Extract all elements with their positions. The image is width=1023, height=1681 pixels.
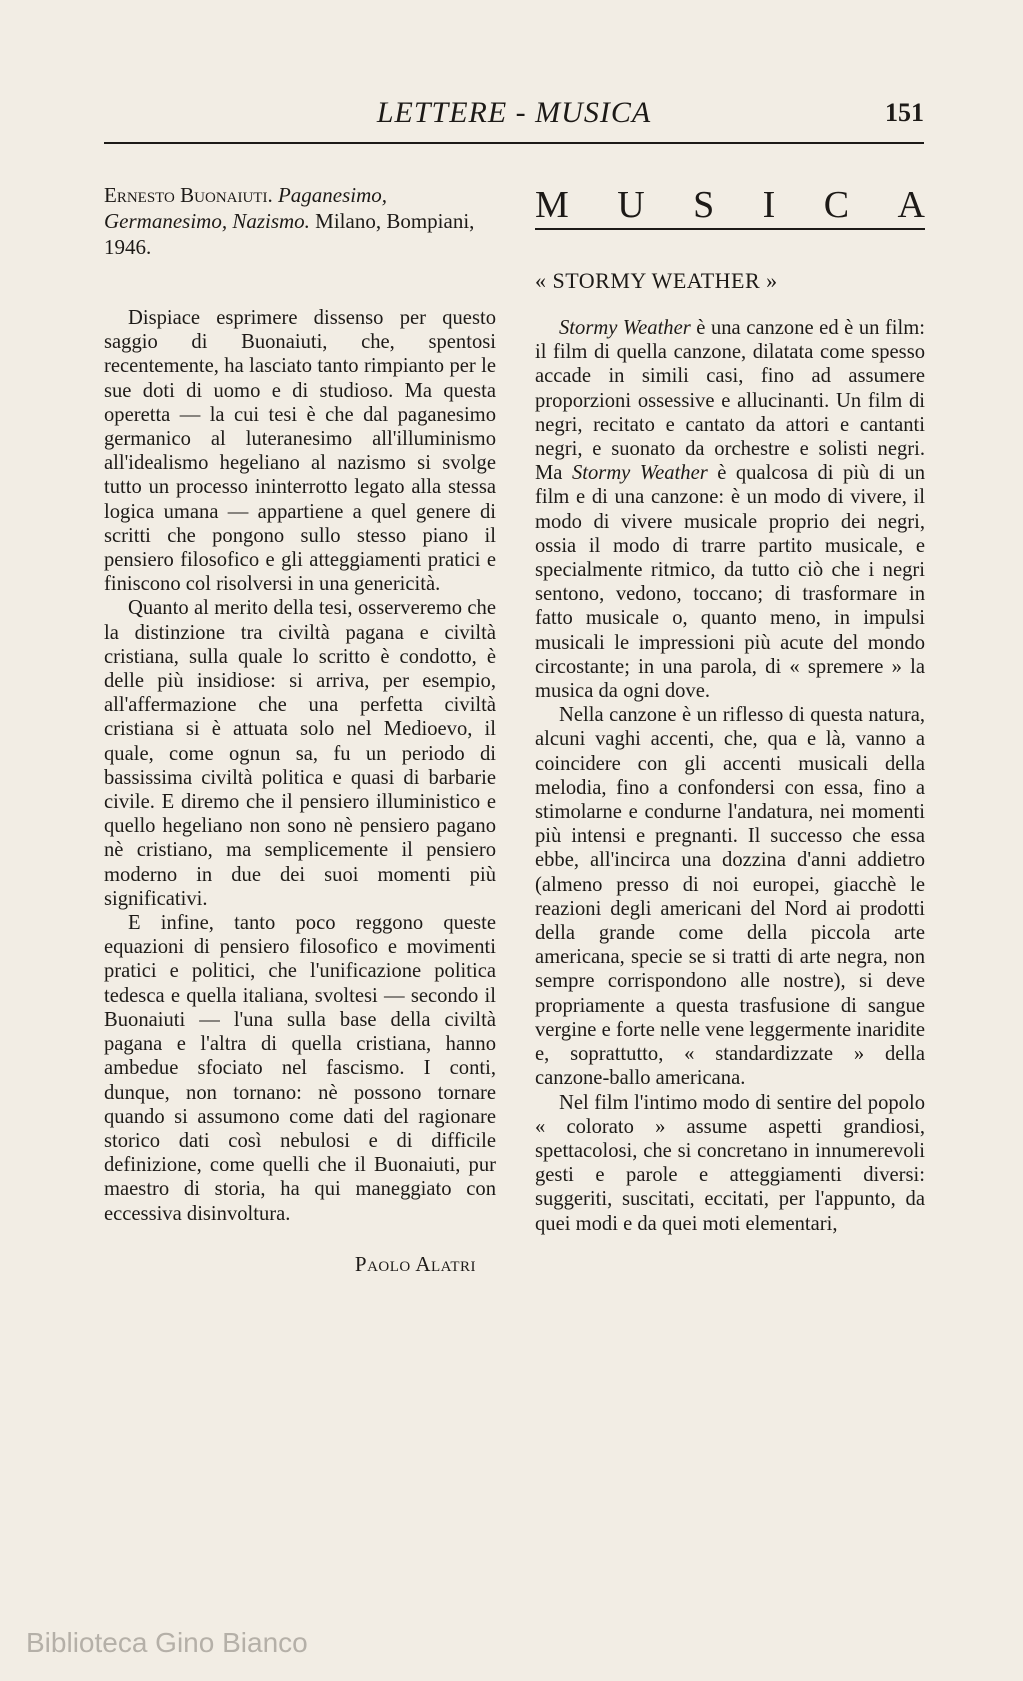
section-title-letter: M [535, 184, 569, 226]
review-signature: Paolo Alatri [354, 1251, 476, 1276]
running-title: LETTERE - MUSICA [376, 96, 652, 129]
article-paragraph: Nella canzone è un riflesso di questa natura, alcuni vaghi accenti, che, qua e là, vanno a coincidere con gli accenti musicali della melodia, fino a confondersi con essa, fino a stimolarne e condurne l'andatura, nei momenti più intensi e pregnanti. Il successo che essa ebbe, all'incirca una dozzina d'anni addietro (almeno presso di noi europei, giacchè le reazioni degli americani del Nord ai prodotti della grande come della piccola arte americana, specie se si tratti di arte negra, non sempre corrispondono alle nostre), si deve propriamente a questa trasfusione di sangue vergine e forte nelle vene leggermente inaridite e, soprattutto, « standardizzate » della canzone-ballo americana. [535, 704, 925, 1090]
film-title: Stormy Weather [559, 317, 691, 339]
left-column [104, 182, 496, 1277]
article-paragraph: Nel film l'intimo modo di sentire del popolo « colorato » assume aspetti grandiosi, spettacolosi, che si concretano in innumerevoli gesti e parole e atteggiamenti diversi: suggeriti, suscitati, eccitati, per l'appunto, da quei modi e da quei moti elementari, [535, 1091, 925, 1235]
film-title: Stormy Weather [571, 462, 708, 485]
review-paragraph: Quanto al merito della tesi, osserveremo che la distinzione tra civiltà pagana e civiltà cristiana, sulla quale lo scritto è condotto, è delle più insidiose: si arriva, per esempio, all'affermazione che una perfetta civiltà cristiana si è attuata solo nel Medioevo, il quale, come ognun sa, fu un periodo di bassissima civiltà politica e quasi di barbarie civile. E diremo che il pensiero illuministico e quello hegeliano non sono nè pensiero pagano nè cristiano, ma semplicemente il pensiero moderno in due dei suoi momenti più significativi. [104, 597, 496, 910]
citation-author: Ernesto Buonaiuti. [104, 183, 273, 207]
article-text [535, 316, 925, 1236]
header-rule [104, 142, 924, 144]
citation-title: Paganesimo, Germanesimo, Nazismo. [104, 183, 388, 233]
paragraph-text: è qualcosa di più di un film e di una canzone: è un modo di vivere, il modo di vivere musicale proprio dei negri, ossia il modo di trarre partito musicale, e specialmente ritmico, da tutto ciò che i negri sentono, vedono, toccano; di trasformare in fatto musicale o, quanto meno, in impulsi musicali le impressioni più acute del mondo circostante; in una parola, di « spremere » la musica da ogni dove. [535, 462, 925, 703]
section-title [535, 182, 925, 228]
section-title-letter: A [897, 184, 925, 226]
review-text [104, 306, 496, 1226]
book-citation [104, 182, 496, 260]
library-watermark: Biblioteca Gino Bianco [26, 1627, 308, 1658]
section-title-letter: C [823, 184, 850, 226]
running-head [104, 90, 924, 138]
review-paragraph: Dispiace esprimere dissenso per questo saggio di Buonaiuti, che, spentosi recentemente, ha lasciato tanto rimpianto per le sue doti di uomo e di studioso. Ma questa operetta — la cui tesi è che dal paganesimo germanico al luteranesimo all'illuminismo all'idealismo hegeliano al nazismo si svolge tutto un processo ininterrotto legato alla stessa logica umana — appartiene a quel genere di scritti che pongono sullo stesso piano il pensiero filosofico e gli atteggiamenti pratici e finiscono col risolversi in una genericità. [104, 307, 496, 596]
section-title-letter: S [693, 184, 715, 226]
article-paragraph [535, 316, 925, 703]
paragraph-text: è una canzone ed è un film: il film di quella canzone, dilatata come spesso accade in simili casi, fino ad assumere proporzioni ossessive e allucinanti. Un film di negri, recitato e cantato da attori e cantanti negri, e suonato da orchestre e solisti negri. Ma [535, 317, 925, 485]
citation-publication: Milano, Bompiani, 1946. [104, 209, 475, 259]
section-title-letter: U [617, 184, 645, 226]
review-paragraph: E infine, tanto poco reggono queste equazioni di pensiero filosofico e movimenti pratici e politici, che l'unificazione politica tedesca e quella italiana, svoltesi — secondo il Buonaiuti — l'una sulla base della civiltà pagana e l'altra di quella cristiana, hanno ambedue sfociato nel fascismo. I conti, dunque, non tornano: nè possono tornare quando si assumono come dati del ragionare storico dati così nebulosi e di difficile definizione, come quelli che il Buonaiuti, pur maestro di storia, ha qui maneggiato con eccessiva disinvoltura. [104, 912, 496, 1225]
right-column [535, 182, 925, 1236]
section-title-letter: I [762, 184, 776, 226]
article-title: « STORMY WEATHER » [535, 268, 778, 293]
page-number: 151 [885, 98, 924, 127]
section-rule [535, 228, 925, 230]
